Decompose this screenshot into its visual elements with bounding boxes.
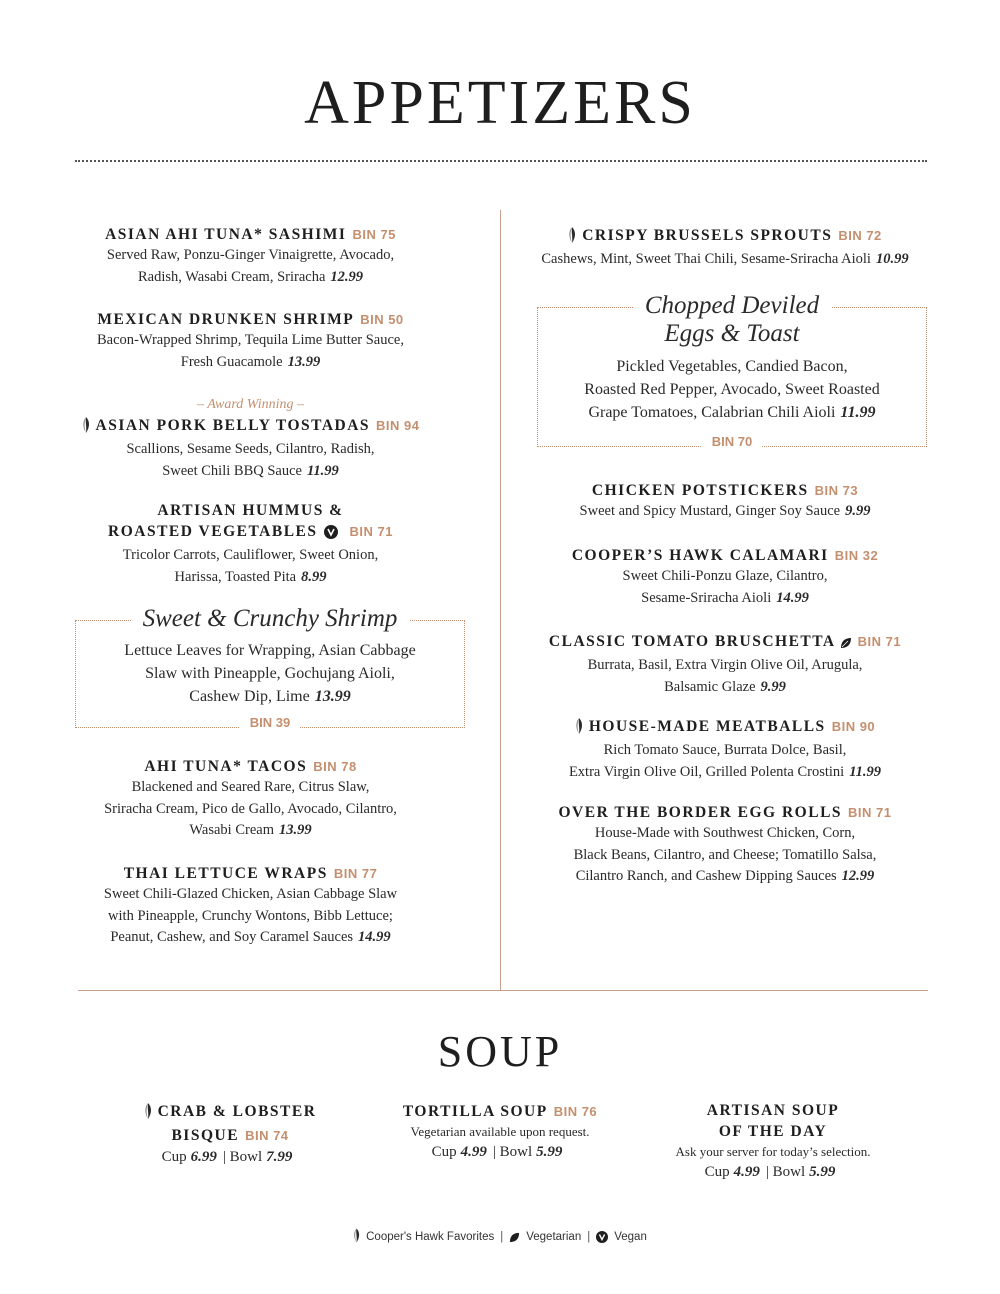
item-description: Wasabi Cream xyxy=(189,822,274,838)
featured-box-chopped-deviled-eggs xyxy=(537,292,927,449)
item-price: 14.99 xyxy=(358,929,391,945)
item-description: Sweet and Spicy Mustard, Ginger Soy Sauce xyxy=(579,503,841,519)
item-name: ARTISAN HUMMUS & xyxy=(157,502,344,519)
cup-price: 4.99 xyxy=(733,1164,760,1180)
bin-number: BIN 75 xyxy=(352,227,396,242)
menu-item-house-made-meatballs xyxy=(520,716,930,783)
favorite-leaf-icon xyxy=(575,718,583,740)
featured-title: Eggs & Toast xyxy=(664,320,800,347)
item-description: Radish, Wasabi Cream, Sriracha xyxy=(137,268,326,285)
menu-item-over-the-border-egg-rolls xyxy=(520,802,930,888)
featured-description: Grape Tomatoes, Calabrian Chili Aioli xyxy=(588,404,836,421)
item-description: Balsamic Glaze xyxy=(664,678,756,695)
item-price: 8.99 xyxy=(301,568,327,585)
item-description: Blackened and Seared Rare, Citrus Slaw, xyxy=(131,779,370,795)
vegetarian-leaf-icon xyxy=(840,634,852,655)
cup-label: Cup xyxy=(704,1164,730,1180)
soup-section-title: SOUP xyxy=(437,1027,563,1076)
item-price: 9.99 xyxy=(760,678,786,695)
item-description: Black Beans, Cilantro, and Cheese; Tomatillo Salsa, xyxy=(573,846,877,863)
bin-number: BIN 90 xyxy=(831,719,876,734)
item-description: Scallions, Sesame Seeds, Cilantro, Radish, xyxy=(126,441,375,457)
cup-price: 6.99 xyxy=(190,1149,217,1165)
item-name: CRAB & LOBSTER xyxy=(157,1103,317,1120)
item-description: Sweet Chili-Glazed Chicken, Asian Cabbage Slaw xyxy=(103,886,398,902)
item-name: THAI LETTUCE WRAPS xyxy=(123,865,328,882)
menu-item-coopers-hawk-calamari xyxy=(520,545,930,609)
item-name: OF THE DAY xyxy=(718,1123,828,1140)
item-name: CHICKEN POTSTICKERS xyxy=(591,482,809,499)
cup-label: Cup xyxy=(431,1144,457,1160)
bin-number: BIN 94 xyxy=(376,418,420,433)
item-name: BISQUE xyxy=(171,1127,240,1144)
item-name: ROASTED VEGETABLES xyxy=(108,523,318,540)
title-divider xyxy=(75,160,927,162)
bin-number: BIN 73 xyxy=(814,483,859,498)
bin-number: BIN 77 xyxy=(333,866,378,881)
featured-box-sweet-crunchy-shrimp xyxy=(75,605,465,730)
item-description: with Pineapple, Crunchy Wontons, Bibb Lettuce; xyxy=(108,907,393,924)
item-description: Sesame-Sriracha Aioli xyxy=(641,589,772,606)
soup-item-tortilla-soup xyxy=(375,1101,625,1163)
award-label: – Award Winning – xyxy=(197,397,304,412)
bowl-label: Bowl xyxy=(229,1149,263,1165)
item-price: 12.99 xyxy=(330,268,364,285)
item-description: Harissa, Toasted Pita xyxy=(174,568,297,585)
item-description: Sweet Chili BBQ Sauce xyxy=(162,462,302,479)
item-name: COOPER’S HAWK CALAMARI xyxy=(571,547,829,564)
item-description: Bacon-Wrapped Shrimp, Tequila Lime Butter Sauce, xyxy=(97,332,404,348)
bowl-label: Bowl xyxy=(499,1144,533,1160)
item-price: 11.99 xyxy=(840,404,876,421)
item-description: Peanut, Cashew, and Soy Caramel Sauces xyxy=(110,929,354,945)
bowl-label: Bowl xyxy=(772,1164,806,1180)
item-description: Fresh Guacamole xyxy=(180,353,283,370)
item-price: 11.99 xyxy=(306,462,339,479)
item-name: CLASSIC TOMATO BRUSCHETTA xyxy=(548,633,836,650)
item-name: CRISPY BRUSSELS SPROUTS xyxy=(582,227,833,244)
item-name: HOUSE-MADE MEATBALLS xyxy=(588,718,826,735)
featured-description: Lettuce Leaves for Wrapping, Asian Cabbage xyxy=(124,642,416,659)
item-description: Sweet Chili-Ponzu Glaze, Cilantro, xyxy=(622,568,828,584)
vegan-icon xyxy=(596,1231,608,1246)
bin-number: BIN 71 xyxy=(848,805,892,820)
menu-item-chicken-potstickers xyxy=(520,480,930,523)
vegetarian-leaf-icon xyxy=(509,1232,520,1246)
menu-item-classic-tomato-bruschetta xyxy=(520,631,930,698)
bin-number: BIN 50 xyxy=(360,312,404,327)
item-name: MEXICAN DRUNKEN SHRIMP xyxy=(97,311,355,328)
legend-favorites: Cooper's Hawk Favorites xyxy=(366,1231,495,1243)
menu-item-asian-pork-belly-tostadas xyxy=(78,395,423,482)
soup-item-artisan-soup-of-the-day xyxy=(648,1100,898,1183)
price-separator: | xyxy=(222,1149,226,1165)
item-price: 13.99 xyxy=(278,822,312,838)
bin-number: BIN 74 xyxy=(245,1128,289,1143)
page-title: APPETIZERS xyxy=(304,69,696,137)
item-description: Rich Tomato Sauce, Burrata Dolce, Basil, xyxy=(603,742,847,758)
bin-number: BIN 71 xyxy=(349,524,393,539)
bin-number: BIN 72 xyxy=(838,228,882,243)
featured-description: Roasted Red Pepper, Avocado, Sweet Roasted xyxy=(584,381,880,398)
bin-number: BIN 70 xyxy=(702,434,762,449)
section-divider xyxy=(78,990,928,991)
legend-vegetarian: Vegetarian xyxy=(526,1231,582,1243)
legend-vegan: Vegan xyxy=(614,1231,647,1243)
featured-description: Cashew Dip, Lime xyxy=(189,688,310,705)
cup-label: Cup xyxy=(161,1149,187,1165)
bin-number: BIN 71 xyxy=(857,634,902,649)
bowl-price: 7.99 xyxy=(266,1149,293,1165)
item-name: TORTILLA SOUP xyxy=(402,1103,548,1120)
featured-title: Sweet & Crunchy Shrimp xyxy=(131,605,410,632)
item-description: Extra Virgin Olive Oil, Grilled Polenta Crostini xyxy=(568,763,845,780)
bin-number: BIN 39 xyxy=(240,715,300,730)
favorite-leaf-icon xyxy=(82,417,90,439)
item-description: House-Made with Southwest Chicken, Corn, xyxy=(594,825,856,841)
soup-item-crab-lobster-bisque xyxy=(105,1101,355,1168)
item-description: Cilantro Ranch, and Cashew Dipping Sauces xyxy=(575,868,837,884)
item-description: Cashews, Mint, Sweet Thai Chili, Sesame-Sriracha Aioli xyxy=(541,251,871,267)
item-name: ASIAN PORK BELLY TOSTADAS xyxy=(95,417,371,434)
item-price: 10.99 xyxy=(875,251,909,267)
item-price: 14.99 xyxy=(776,589,809,606)
menu-item-asian-ahi-tuna-sashimi xyxy=(78,224,423,288)
soup-note: Vegetarian available upon request. xyxy=(410,1124,590,1139)
cup-price: 4.99 xyxy=(460,1144,487,1160)
item-description: Served Raw, Ponzu-Ginger Vinaigrette, Avocado, xyxy=(106,247,395,263)
item-name: OVER THE BORDER EGG ROLLS xyxy=(558,804,843,821)
item-description: Tricolor Carrots, Cauliflower, Sweet Onion, xyxy=(122,547,379,563)
soup-note: Ask your server for today’s selection. xyxy=(675,1144,871,1159)
item-price: 9.99 xyxy=(845,503,871,519)
bowl-price: 5.99 xyxy=(536,1144,563,1160)
item-name: AHI TUNA* TACOS xyxy=(144,758,308,775)
item-price: 11.99 xyxy=(849,763,882,780)
vegan-icon xyxy=(324,524,338,545)
bowl-price: 5.99 xyxy=(809,1164,836,1180)
menu-item-artisan-hummus xyxy=(78,500,423,588)
menu-item-mexican-drunken-shrimp xyxy=(78,309,423,373)
item-description: Sriracha Cream, Pico de Gallo, Avocado, Cilantro, xyxy=(104,800,397,817)
item-description: Burrata, Basil, Extra Virgin Olive Oil, Arugula, xyxy=(587,657,863,673)
menu-item-crispy-brussels-sprouts xyxy=(520,225,930,271)
bin-number: BIN 76 xyxy=(553,1104,598,1119)
item-price: 13.99 xyxy=(314,688,351,705)
legend-separator: | xyxy=(587,1231,591,1243)
legend xyxy=(0,1228,1000,1246)
item-price: 13.99 xyxy=(287,353,321,370)
featured-title: Chopped Deviled xyxy=(633,292,831,319)
item-name: ASIAN AHI TUNA* SASHIMI xyxy=(105,226,347,243)
favorite-leaf-icon xyxy=(144,1103,152,1125)
featured-description: Slaw with Pineapple, Gochujang Aioli, xyxy=(145,665,395,682)
column-divider xyxy=(500,210,501,990)
item-name: ARTISAN SOUP xyxy=(706,1102,840,1119)
item-price: 12.99 xyxy=(841,868,875,884)
price-separator: | xyxy=(492,1144,496,1160)
price-separator: | xyxy=(765,1164,769,1180)
favorite-leaf-icon xyxy=(568,227,576,249)
bin-number: BIN 78 xyxy=(313,759,357,774)
menu-item-thai-lettuce-wraps xyxy=(78,863,423,949)
legend-separator: | xyxy=(500,1231,504,1243)
bin-number: BIN 32 xyxy=(834,548,879,563)
menu-item-ahi-tuna-tacos xyxy=(78,756,423,842)
featured-description: Pickled Vegetables, Candied Bacon, xyxy=(616,358,848,375)
favorite-leaf-icon xyxy=(353,1228,360,1246)
